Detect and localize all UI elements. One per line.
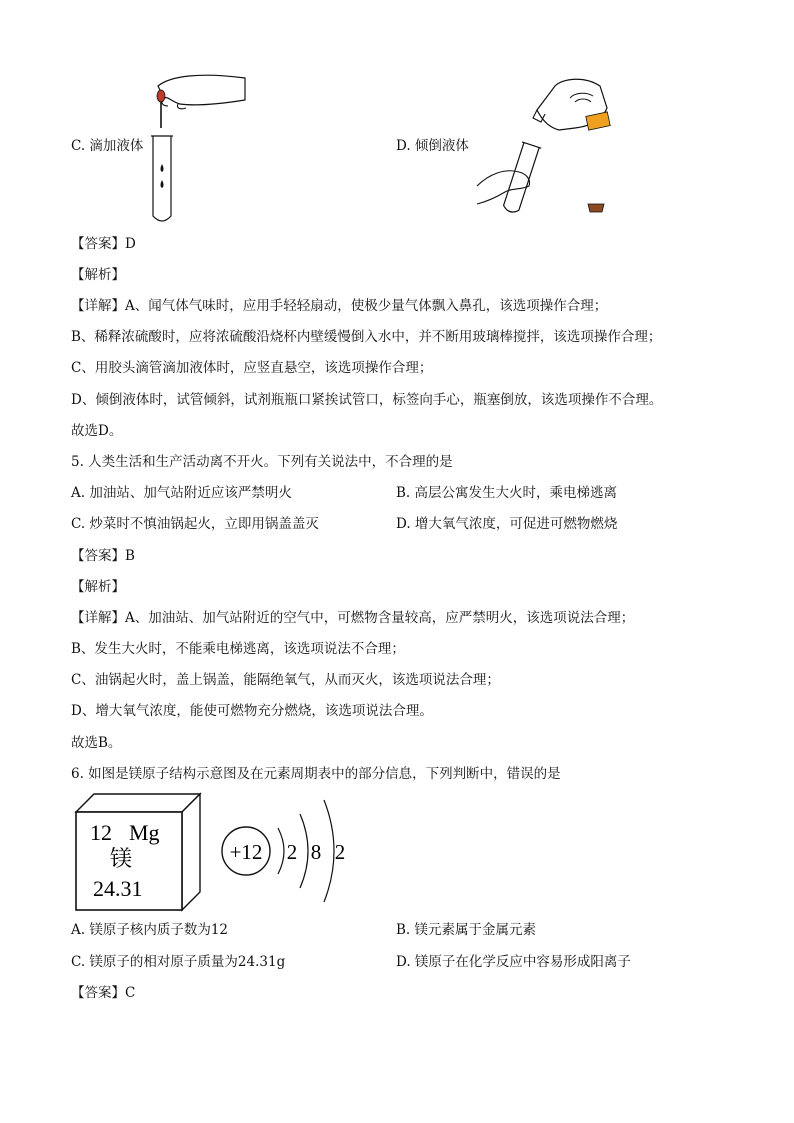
element-symbol: Mg: [129, 820, 160, 845]
atomic-mass: 24.31: [93, 876, 143, 901]
answer-tag: 【答案】: [71, 236, 125, 252]
detail-line: D、增大氧气浓度，能使可燃物充分燃烧，该选项说法合理。: [71, 703, 433, 719]
detail-line: 【详解】A、加油站、加气站附近的空气中，可燃物含量较高，应严禁明火，该选项说法合理；: [71, 610, 635, 626]
dropper-illustration: [150, 68, 250, 226]
option-d-q4: D. 倾倒液体: [396, 138, 469, 154]
detail-line: 【详解】A、闻气体气味时，应用手轻轻扇动，使极少量气体飘入鼻孔，该选项操作合理；: [71, 298, 608, 314]
q4-answer: [71, 235, 136, 253]
analysis-tag: 【解析】: [71, 579, 125, 595]
option-b: B. 高层公寓发生大火时，乘电梯逃离: [396, 485, 618, 501]
answer-value: B: [125, 548, 135, 564]
option-d: D. 增大氧气浓度，可促进可燃物燃烧: [396, 516, 618, 532]
atom-structure-diagram: [220, 794, 360, 904]
detail-line: C、用胶头滴管滴加液体时，应竖直悬空，该选项操作合理；: [71, 360, 433, 376]
nucleus-charge: +12: [229, 840, 263, 864]
option-a: A. 加油站、加气站附近应该严禁明火: [71, 485, 292, 501]
detail-line: C、油锅起火时，盖上锅盖，能隔绝氧气，从而灭火，该选项说法合理；: [71, 672, 500, 688]
detail-line: 故选D。: [71, 423, 123, 439]
question-6-stem: 6. 如图是镁原子结构示意图及在元素周期表中的部分信息，下列判断中，错误的是: [71, 766, 561, 782]
answer-value: C: [125, 985, 136, 1001]
option-c-q4: C. 滴加液体: [71, 138, 144, 154]
detail-line: 故选B。: [71, 735, 122, 751]
element-name: 镁: [110, 847, 133, 872]
shell-electrons: 8: [310, 840, 322, 864]
shell-electrons: 2: [334, 840, 346, 864]
answer-tag: 【答案】: [71, 985, 125, 1001]
option-d: D. 镁原子在化学反应中容易形成阳离子: [396, 954, 631, 970]
detail-line: D、倾倒液体时，试管倾斜，试剂瓶瓶口紧挨试管口，标签向手心，瓶塞倒放，该选项操作不合理。: [71, 392, 663, 408]
detail-line: B、发生大火时，不能乘电梯逃离，该选项说法不合理；: [71, 641, 405, 657]
q5-answer: [71, 547, 135, 565]
periodic-table-cell: [74, 792, 204, 912]
option-a: A. 镁原子核内质子数为12: [71, 922, 229, 938]
analysis-tag: 【解析】: [71, 267, 125, 283]
option-c: C. 炒菜时不慎油锅起火，立即用锅盖盖灭: [71, 516, 319, 532]
answer-value: D: [125, 236, 136, 252]
pouring-illustration: [475, 68, 635, 218]
shell-electrons: 2: [286, 840, 298, 864]
atomic-number: 12: [90, 820, 112, 845]
option-b: B. 镁元素属于金属元素: [396, 922, 537, 938]
detail-line: B、稀释浓硫酸时，应将浓硫酸沿烧杯内壁缓慢倒入水中，并不断用玻璃棒搅拌，该选项操作合理；: [71, 329, 662, 345]
q6-answer: [71, 984, 135, 1002]
question-5-stem: 5. 人类生活和生产活动离不开火。下列有关说法中，不合理的是: [71, 454, 453, 470]
answer-tag: 【答案】: [71, 548, 125, 564]
option-c: C. 镁原子的相对原子质量为24.31g: [71, 954, 286, 970]
